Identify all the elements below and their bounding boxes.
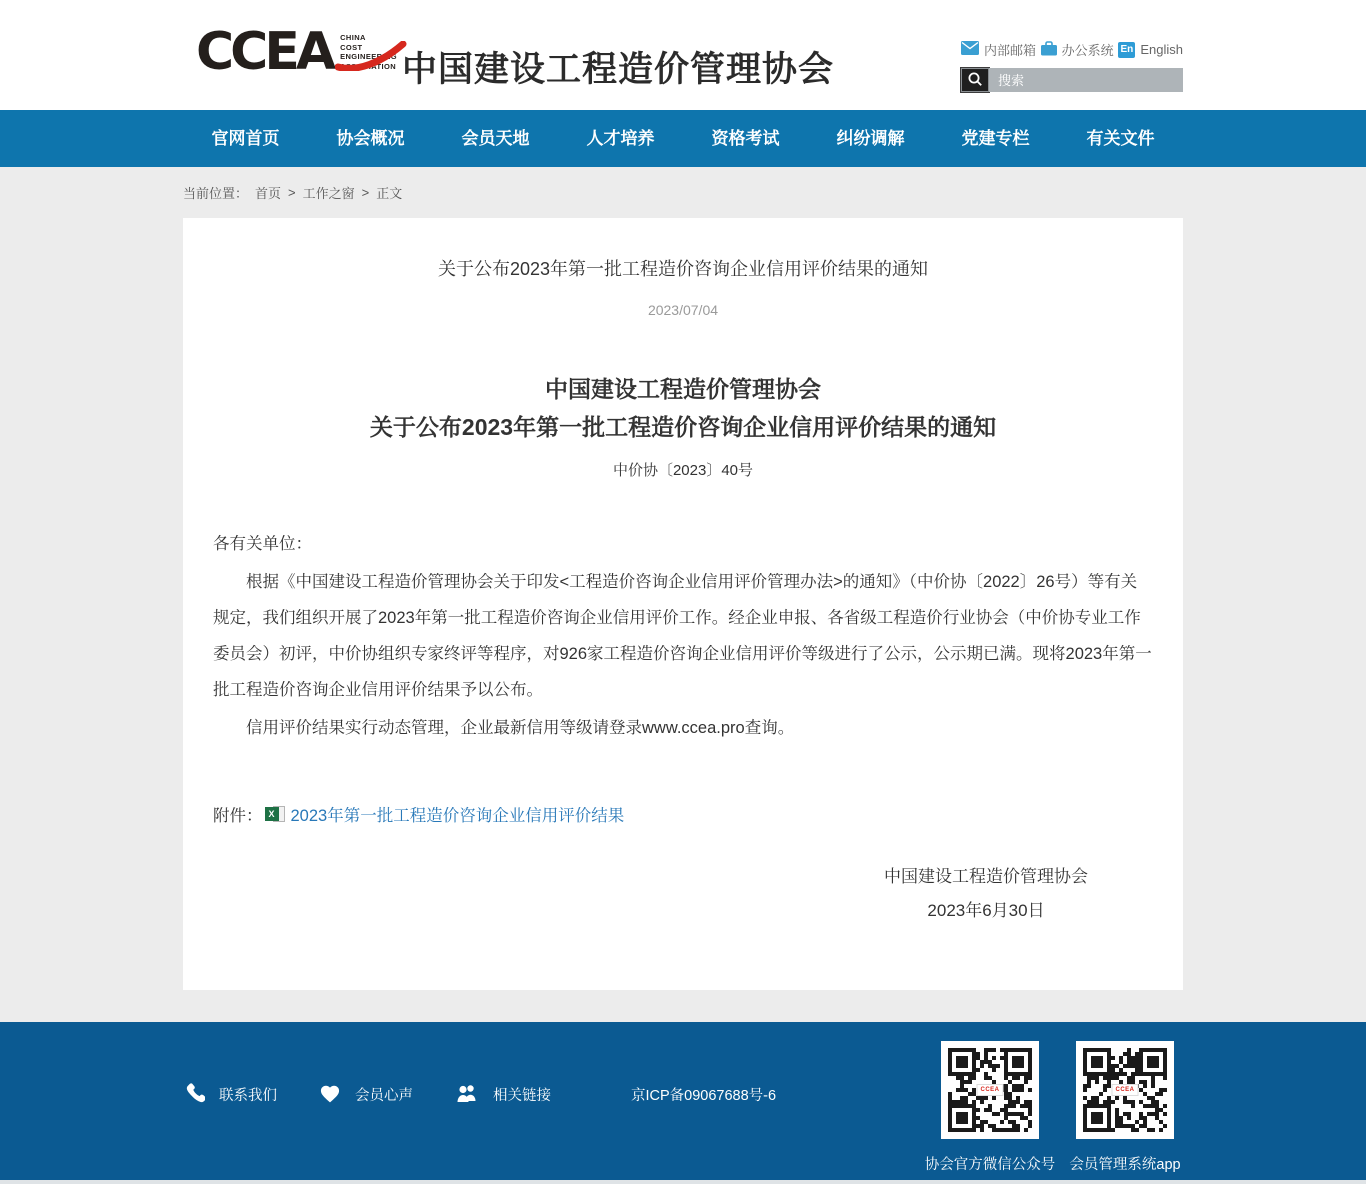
qr-center-logo: CCEA [1111, 1084, 1138, 1096]
document-number: 中价协〔2023〕40号 [612, 462, 754, 479]
english-link[interactable] [1118, 42, 1183, 58]
attachment-row [213, 802, 1153, 826]
document-body [213, 526, 1153, 746]
footer-links [184, 1082, 776, 1107]
search-button[interactable] [961, 68, 989, 92]
wechat-qr-code [941, 1041, 1039, 1139]
breadcrumb-separator: > [361, 185, 370, 200]
breadcrumb-work-window[interactable]: 工作之窗 [302, 186, 355, 201]
logo-acronym: CCEA [196, 22, 333, 82]
nav-item-about[interactable]: 协会概况 [336, 129, 405, 148]
site-title: 中国建设工程造价管理协会 [402, 50, 835, 89]
app-qr-caption: 会员管理系统app [1069, 1157, 1181, 1173]
site-header [0, 0, 1366, 110]
excel-file-icon: X [265, 806, 285, 823]
attachment-link[interactable]: 2023年第一批工程造价咨询企业信用评价结果 [290, 807, 625, 825]
breadcrumb-home[interactable]: 首页 [255, 186, 282, 201]
publish-date: 2023/07/04 [647, 302, 719, 318]
nav-item-talent[interactable]: 人才培养 [586, 129, 655, 148]
briefcase-icon [1041, 41, 1057, 59]
breadcrumb-current: 正文 [376, 186, 403, 201]
people-icon [455, 1083, 479, 1107]
wechat-qr-group [920, 1041, 1060, 1174]
nav-item-members[interactable]: 会员天地 [461, 129, 530, 148]
wechat-qr-caption: 协会官方微信公众号 [924, 1157, 1056, 1173]
footer-link-contact[interactable] [184, 1082, 277, 1107]
app-qr-code [1076, 1041, 1174, 1139]
logo-subtext-line: COST [340, 42, 363, 52]
internal-mail-link[interactable] [961, 40, 1036, 59]
office-system-label: 办公系统 [1061, 43, 1114, 58]
document-title [213, 370, 1153, 446]
en-badge-icon: En [1118, 42, 1135, 58]
envelope-icon [961, 41, 979, 58]
footer-link-member-voice[interactable] [319, 1083, 413, 1107]
breadcrumb [0, 167, 1366, 218]
signature-date: 2023年6月30日 [927, 901, 1045, 920]
office-system-link[interactable] [1041, 40, 1114, 59]
search-input[interactable] [989, 68, 1183, 92]
app-qr-group [1058, 1041, 1192, 1174]
logo-subtext-line: ASSOCIATION [340, 61, 397, 71]
logo-subtext-line: ENGINEERING [340, 52, 398, 61]
salutation: 各有关单位： [213, 535, 312, 553]
body-paragraph: 信用评价结果实行动态管理，企业最新信用等级请登录www.ccea.pro查询。 [246, 719, 795, 737]
breadcrumb-separator: > [288, 185, 296, 200]
footer-link-related[interactable] [455, 1083, 551, 1107]
document-title-line2: 关于公布2023年第一批工程造价咨询企业信用评价结果的通知 [369, 414, 997, 440]
attachment-label: 附件： [213, 807, 263, 825]
breadcrumb-label: 当前位置： [183, 186, 249, 201]
signature-block [213, 860, 1153, 928]
signature-org: 中国建设工程造价管理协会 [884, 867, 1088, 886]
document-title-line1: 中国建设工程造价管理协会 [545, 376, 821, 402]
footer-link-label: 联系我们 [219, 1088, 277, 1104]
nav-item-party[interactable]: 党建专栏 [961, 129, 1030, 148]
english-label: English [1140, 42, 1183, 57]
nav-item-home[interactable]: 官网首页 [211, 129, 280, 148]
heart-icon [319, 1083, 341, 1107]
footer-link-label: 会员心声 [355, 1088, 413, 1104]
nav-item-exams[interactable]: 资格考试 [711, 129, 780, 148]
main-nav [0, 110, 1366, 167]
main-band [0, 167, 1366, 1022]
phone-icon [184, 1082, 205, 1107]
quick-links [961, 40, 1183, 59]
qr-center-logo: CCEA [976, 1084, 1003, 1096]
site-logo[interactable] [196, 22, 398, 82]
article-container [183, 218, 1183, 990]
site-footer [0, 1022, 1366, 1180]
footer-link-label: 相关链接 [493, 1088, 551, 1104]
logo-swoosh-icon [335, 41, 407, 76]
icp-number: 京ICP备09067688号-6 [631, 1088, 777, 1104]
nav-item-dispute[interactable]: 纠纷调解 [836, 129, 905, 148]
page-title: 关于公布2023年第一批工程造价咨询企业信用评价结果的通知 [437, 259, 929, 279]
search-bar [961, 68, 1183, 92]
nav-item-documents[interactable]: 有关文件 [1086, 129, 1155, 148]
body-paragraph: 根据《中国建设工程造价管理协会关于印发<工程造价咨询企业信用评价管理办法>的通知》（中价协〔2022〕26号）等有关规定，我们组织开展了2023年第一批工程造价咨询企业信用评价工作。经企业申报、各省级工程造价行业协会（中价协专业工作委员会）初评，中价协组织专家终评等程序，对926家工程造价咨询企业信用评价等级进行了公示，公示期已满。现将2023年第一批工程造价咨询企业信用评价结果予以公布。 [213, 573, 1152, 699]
internal-mail-label: 内部邮箱 [984, 43, 1037, 58]
page-bottom-strip [0, 1180, 1366, 1184]
header-right [961, 40, 1183, 92]
logo-subtext-line: CHINA [340, 33, 366, 42]
search-icon [967, 71, 983, 90]
